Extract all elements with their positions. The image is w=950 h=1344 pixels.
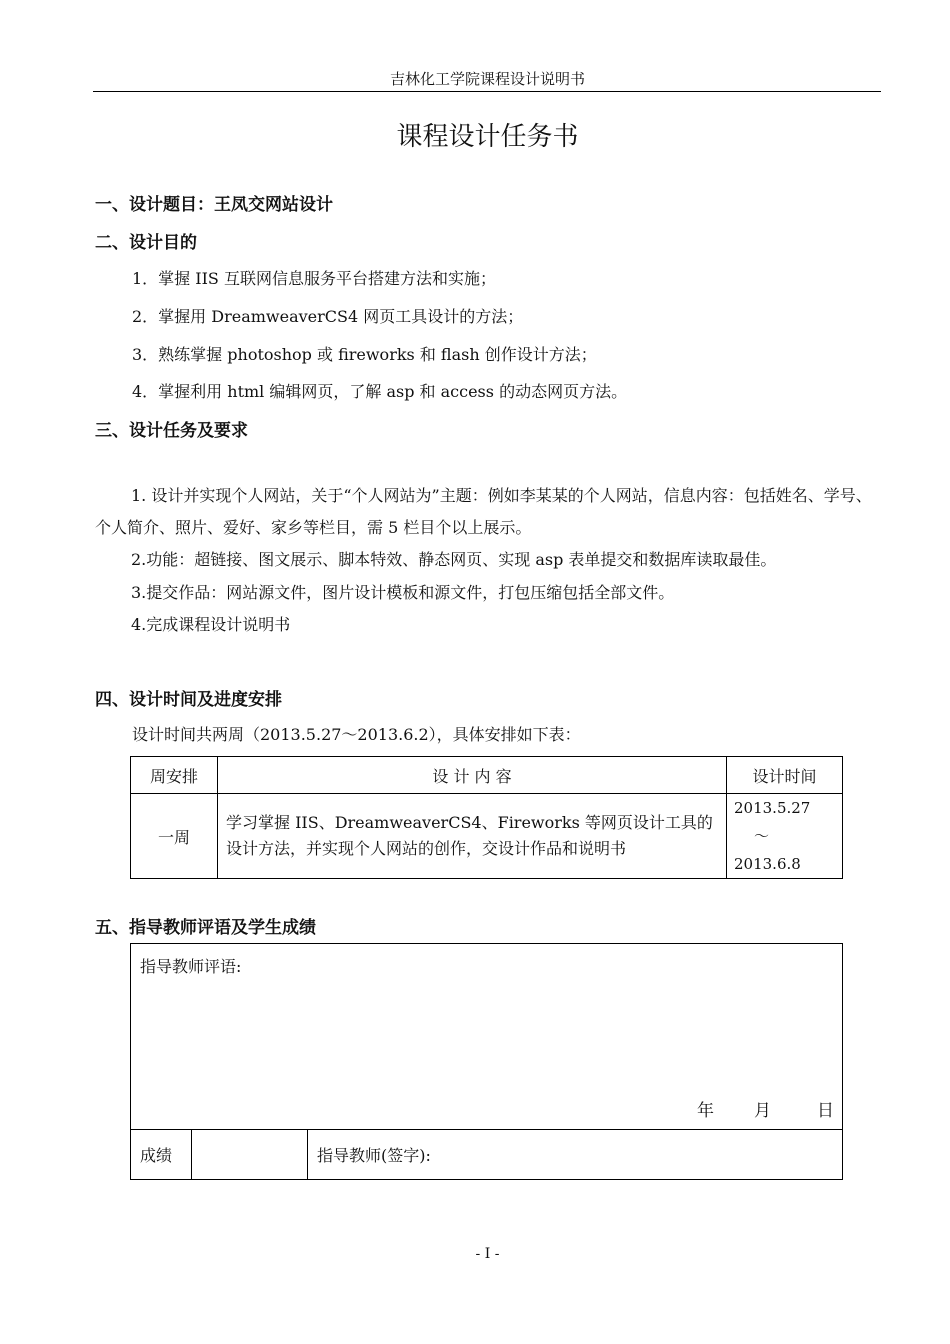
date-month: 月 <box>754 1101 771 1121</box>
row-week: 一周 <box>131 794 218 879</box>
section-3-heading: 三、设计任务及要求 <box>95 421 248 441</box>
grade-label: 成绩 <box>131 1130 192 1180</box>
signature-label: 指导教师(签字): <box>308 1130 843 1180</box>
header-time: 设计时间 <box>727 757 843 794</box>
evaluation-table <box>130 943 843 1180</box>
schedule-row <box>131 794 843 879</box>
task-paragraph-1: 1. 设计并实现个人网站，关于“个人网站为”主题：例如李某某的个人网站，信息内容：包括姓名、学号、个人简介、照片、爱好、家乡等栏目，需 5 栏目个以上展示。 <box>95 486 872 537</box>
date-year: 年 <box>697 1101 714 1121</box>
date-day: 日 <box>817 1101 834 1121</box>
section-4-heading: 四、设计时间及进度安排 <box>95 690 282 710</box>
time-start: 2013.5.27 <box>734 799 811 817</box>
time-end: 2013.6.8 <box>734 855 801 873</box>
objective-item-4: 4．掌握利用 html 编辑网页，了解 asp 和 access 的动态网页方法。 <box>132 382 628 401</box>
page-header: 吉林化工学院课程设计说明书 <box>389 70 585 88</box>
row-time <box>727 794 843 879</box>
grade-row <box>131 1130 843 1180</box>
header-rule <box>93 91 881 92</box>
header-week: 周安排 <box>131 757 218 794</box>
section-5-heading: 五、指导教师评语及学生成绩 <box>95 918 316 938</box>
objective-item-1: 1．掌握 IIS 互联网信息服务平台搭建方法和实施； <box>132 269 496 288</box>
task-paragraph-2: 2.功能：超链接、图文展示、脚本特效、静态网页、实现 asp 表单提交和数据库读取最佳。 <box>131 550 777 569</box>
page-number: - I - <box>475 1246 500 1262</box>
comment-date <box>697 1096 834 1121</box>
header-content: 设 计 内 容 <box>218 757 727 794</box>
section-1-label: 一、设计题目： <box>95 195 214 215</box>
time-separator: ～ <box>754 827 770 845</box>
schedule-header-row <box>131 757 843 794</box>
task-paragraph-3: 3.提交作品：网站源文件，图片设计模板和源文件，打包压缩包括全部文件。 <box>131 583 675 602</box>
task-paragraph-4: 4.完成课程设计说明书 <box>131 615 291 634</box>
comment-cell <box>131 944 843 1130</box>
grade-value <box>192 1130 308 1180</box>
comment-row <box>131 944 843 1130</box>
section-2-heading: 二、设计目的 <box>95 233 197 253</box>
document-title: 课程设计任务书 <box>396 122 579 152</box>
schedule-intro: 设计时间共两周（2013.5.27～2013.6.2），具体安排如下表： <box>132 725 581 744</box>
comment-label: 指导教师评语: <box>140 957 242 976</box>
objective-item-3: 3．熟练掌握 photoshop 或 fireworks 和 flash 创作设计方法； <box>132 345 597 364</box>
schedule-table <box>130 756 843 879</box>
objective-item-2: 2．掌握用 DreamweaverCS4 网页工具设计的方法； <box>132 307 524 326</box>
design-topic: 王凤交网站设计 <box>214 195 333 215</box>
section-1-heading <box>95 190 333 215</box>
row-content: 学习掌握 IIS、DreamweaverCS4、Fireworks 等网页设计工具的设计方法，并实现个人网站的创作，交设计作品和说明书 <box>218 794 727 879</box>
